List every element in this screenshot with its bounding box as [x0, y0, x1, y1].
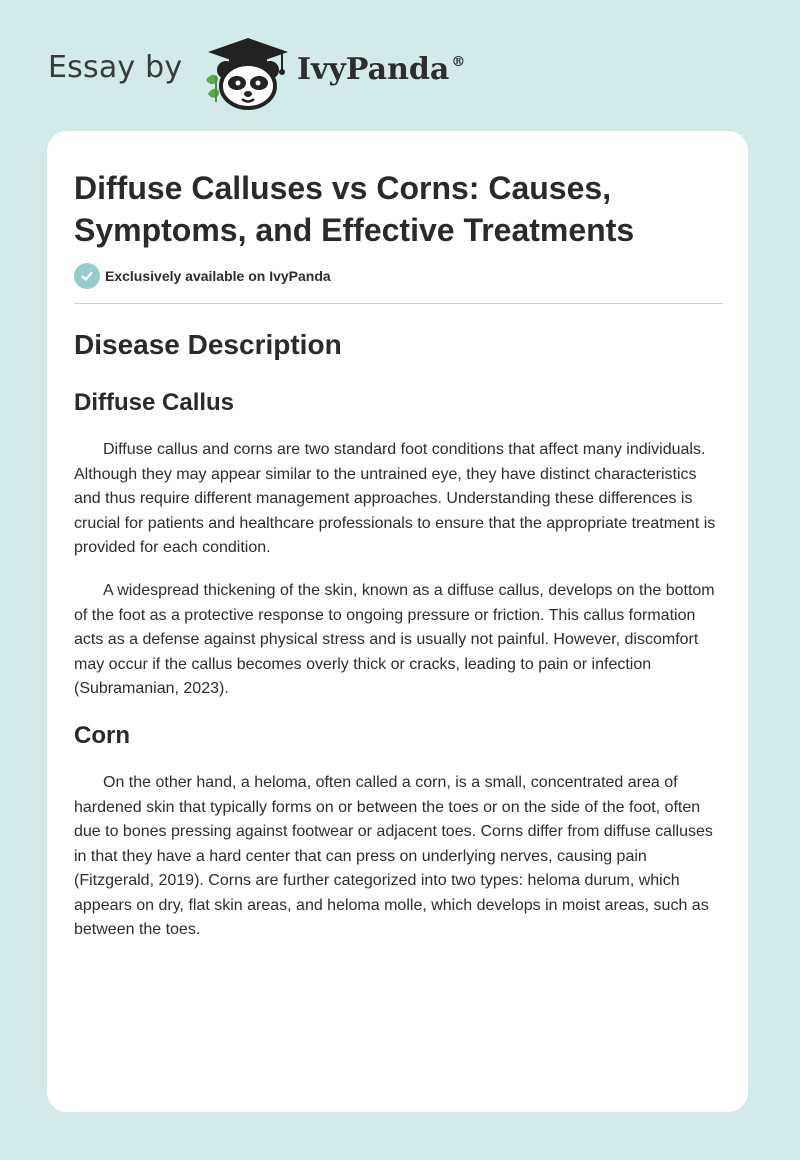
paragraph: On the other hand, a heloma, often called a corn, is a small, concentrated area of hardened skin that typically forms on or between the toes or on the side of the foot, often due to bones pressing against footwear or adjacent toes. Corns differ from diffuse calluses in that they have a hard center that can press on underlying nerves, causing pain (Fitzgerald, 2019). Corns are further categorized into two types: heloma durum, which appears on dry, flat skin areas, and heloma molle, which develops in moist areas, such as between the toes.: [74, 774, 713, 938]
essay-by-label: Essay by: [48, 50, 183, 85]
exclusive-badge: [74, 263, 331, 289]
essay-card: [47, 131, 748, 1112]
paragraph: Diffuse callus and corns are two standard foot conditions that affect many individuals. Although they may appear similar to the untrained eye, they have distinct characteristics and thus require different management approaches. Understanding these differences is crucial for patients and healthcare professionals to ensure that the appropriate treatment is provided for each condition.: [74, 441, 716, 556]
registered-mark: ®: [451, 54, 466, 70]
section-heading: Disease Description: [74, 329, 342, 360]
brand-name[interactable]: [297, 52, 465, 87]
exclusive-label: Exclusively available on IvyPanda: [105, 268, 331, 284]
paragraph: A widespread thickening of the skin, known as a diffuse callus, develops on the bottom of the foot as a protective response to ongoing pressure or friction. This callus formation acts as a defense against physical stress and is usually not painful. However, discomfort may occur if the callus becomes overly thick or cracks, leading to pain or infection (Subramanian, 2023).: [74, 582, 715, 697]
brand-text: IvyPanda: [297, 52, 450, 87]
check-icon: [74, 263, 100, 289]
divider: [74, 303, 723, 304]
essay-title: Diffuse Calluses vs Corns: Causes, Symptoms, and Effective Treatments: [74, 170, 635, 248]
panda-graduate-logo-icon[interactable]: [202, 36, 292, 110]
subheading-diffuse-callus: Diffuse Callus: [74, 389, 235, 416]
subheading-corn: Corn: [74, 722, 130, 749]
site-header: [0, 0, 800, 130]
